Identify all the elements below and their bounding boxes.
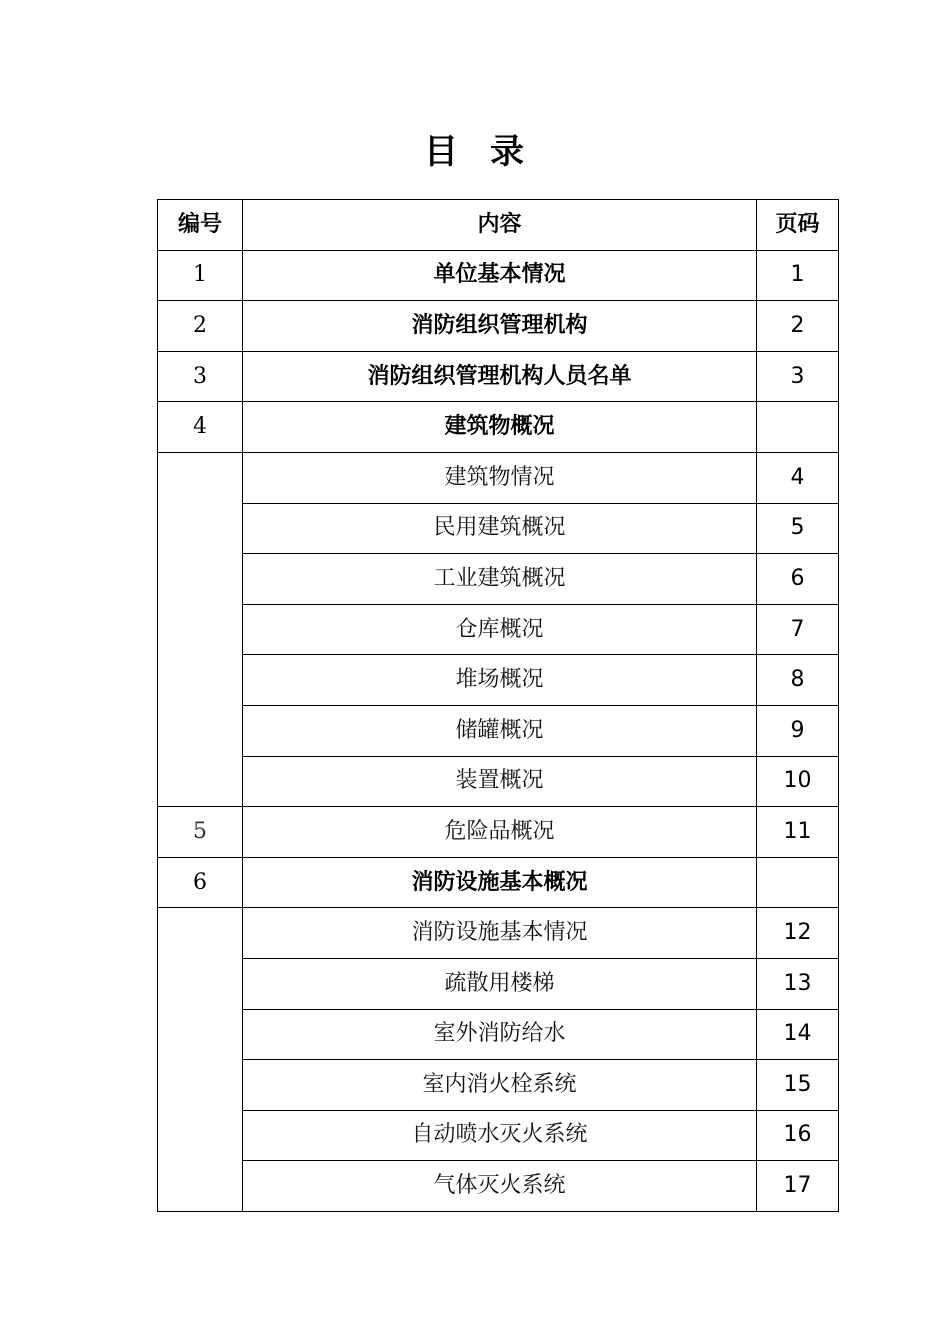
table-row <box>158 705 839 756</box>
table-row <box>158 807 839 858</box>
row-content: 建筑物情况 <box>243 452 757 503</box>
table-row <box>158 655 839 706</box>
row-content: 室外消防给水 <box>243 1009 757 1060</box>
row-page: 11 <box>757 807 839 858</box>
page-title-char-2: 录 <box>490 132 526 172</box>
row-page: 14 <box>757 1009 839 1060</box>
row-number: 4 <box>158 402 243 453</box>
row-page: 9 <box>757 705 839 756</box>
table-of-contents <box>157 199 839 1212</box>
header-number: 编号 <box>158 200 243 251</box>
row-page: 10 <box>757 756 839 807</box>
table-row <box>158 503 839 554</box>
row-content: 消防组织管理机构 <box>243 301 757 352</box>
page-title <box>0 128 950 176</box>
row-content: 室内消火栓系统 <box>243 1060 757 1111</box>
row-page: 4 <box>757 452 839 503</box>
row-content: 消防设施基本概况 <box>243 857 757 908</box>
table-row <box>158 301 839 352</box>
row-content: 民用建筑概况 <box>243 503 757 554</box>
row-content: 工业建筑概况 <box>243 554 757 605</box>
table-row <box>158 1110 839 1161</box>
row-page: 3 <box>757 351 839 402</box>
row-page: 6 <box>757 554 839 605</box>
table-row <box>158 604 839 655</box>
row-page <box>757 857 839 908</box>
row-number-empty <box>158 452 243 806</box>
row-content: 建筑物概况 <box>243 402 757 453</box>
header-content: 内容 <box>243 200 757 251</box>
row-number: 6 <box>158 857 243 908</box>
table-row <box>158 1060 839 1111</box>
table-row <box>158 554 839 605</box>
row-page: 8 <box>757 655 839 706</box>
table-row <box>158 756 839 807</box>
row-number-empty <box>158 908 243 1212</box>
row-page: 2 <box>757 301 839 352</box>
table-row <box>158 908 839 959</box>
row-content: 危险品概况 <box>243 807 757 858</box>
row-number: 1 <box>158 250 243 301</box>
row-page: 13 <box>757 958 839 1009</box>
row-content: 疏散用楼梯 <box>243 958 757 1009</box>
row-content: 消防设施基本情况 <box>243 908 757 959</box>
row-number: 3 <box>158 351 243 402</box>
row-content: 仓库概况 <box>243 604 757 655</box>
row-content: 装置概况 <box>243 756 757 807</box>
row-content: 气体灭火系统 <box>243 1161 757 1212</box>
row-page: 1 <box>757 250 839 301</box>
table-row <box>158 1161 839 1212</box>
row-number: 5 <box>158 807 243 858</box>
row-page: 12 <box>757 908 839 959</box>
row-page: 5 <box>757 503 839 554</box>
row-content: 堆场概况 <box>243 655 757 706</box>
row-content: 储罐概况 <box>243 705 757 756</box>
row-content: 单位基本情况 <box>243 250 757 301</box>
table-row <box>158 402 839 453</box>
table-row <box>158 958 839 1009</box>
row-page: 17 <box>757 1161 839 1212</box>
row-page: 7 <box>757 604 839 655</box>
row-page: 15 <box>757 1060 839 1111</box>
table-row <box>158 857 839 908</box>
table-row <box>158 452 839 503</box>
row-page <box>757 402 839 453</box>
table-row <box>158 351 839 402</box>
row-content: 自动喷水灭火系统 <box>243 1110 757 1161</box>
row-number: 2 <box>158 301 243 352</box>
header-page: 页码 <box>757 200 839 251</box>
table-row <box>158 1009 839 1060</box>
table-header-row <box>158 200 839 251</box>
table-body <box>158 250 839 1211</box>
row-content: 消防组织管理机构人员名单 <box>243 351 757 402</box>
table-row <box>158 250 839 301</box>
page-title-char-1: 目 <box>424 132 460 172</box>
row-page: 16 <box>757 1110 839 1161</box>
